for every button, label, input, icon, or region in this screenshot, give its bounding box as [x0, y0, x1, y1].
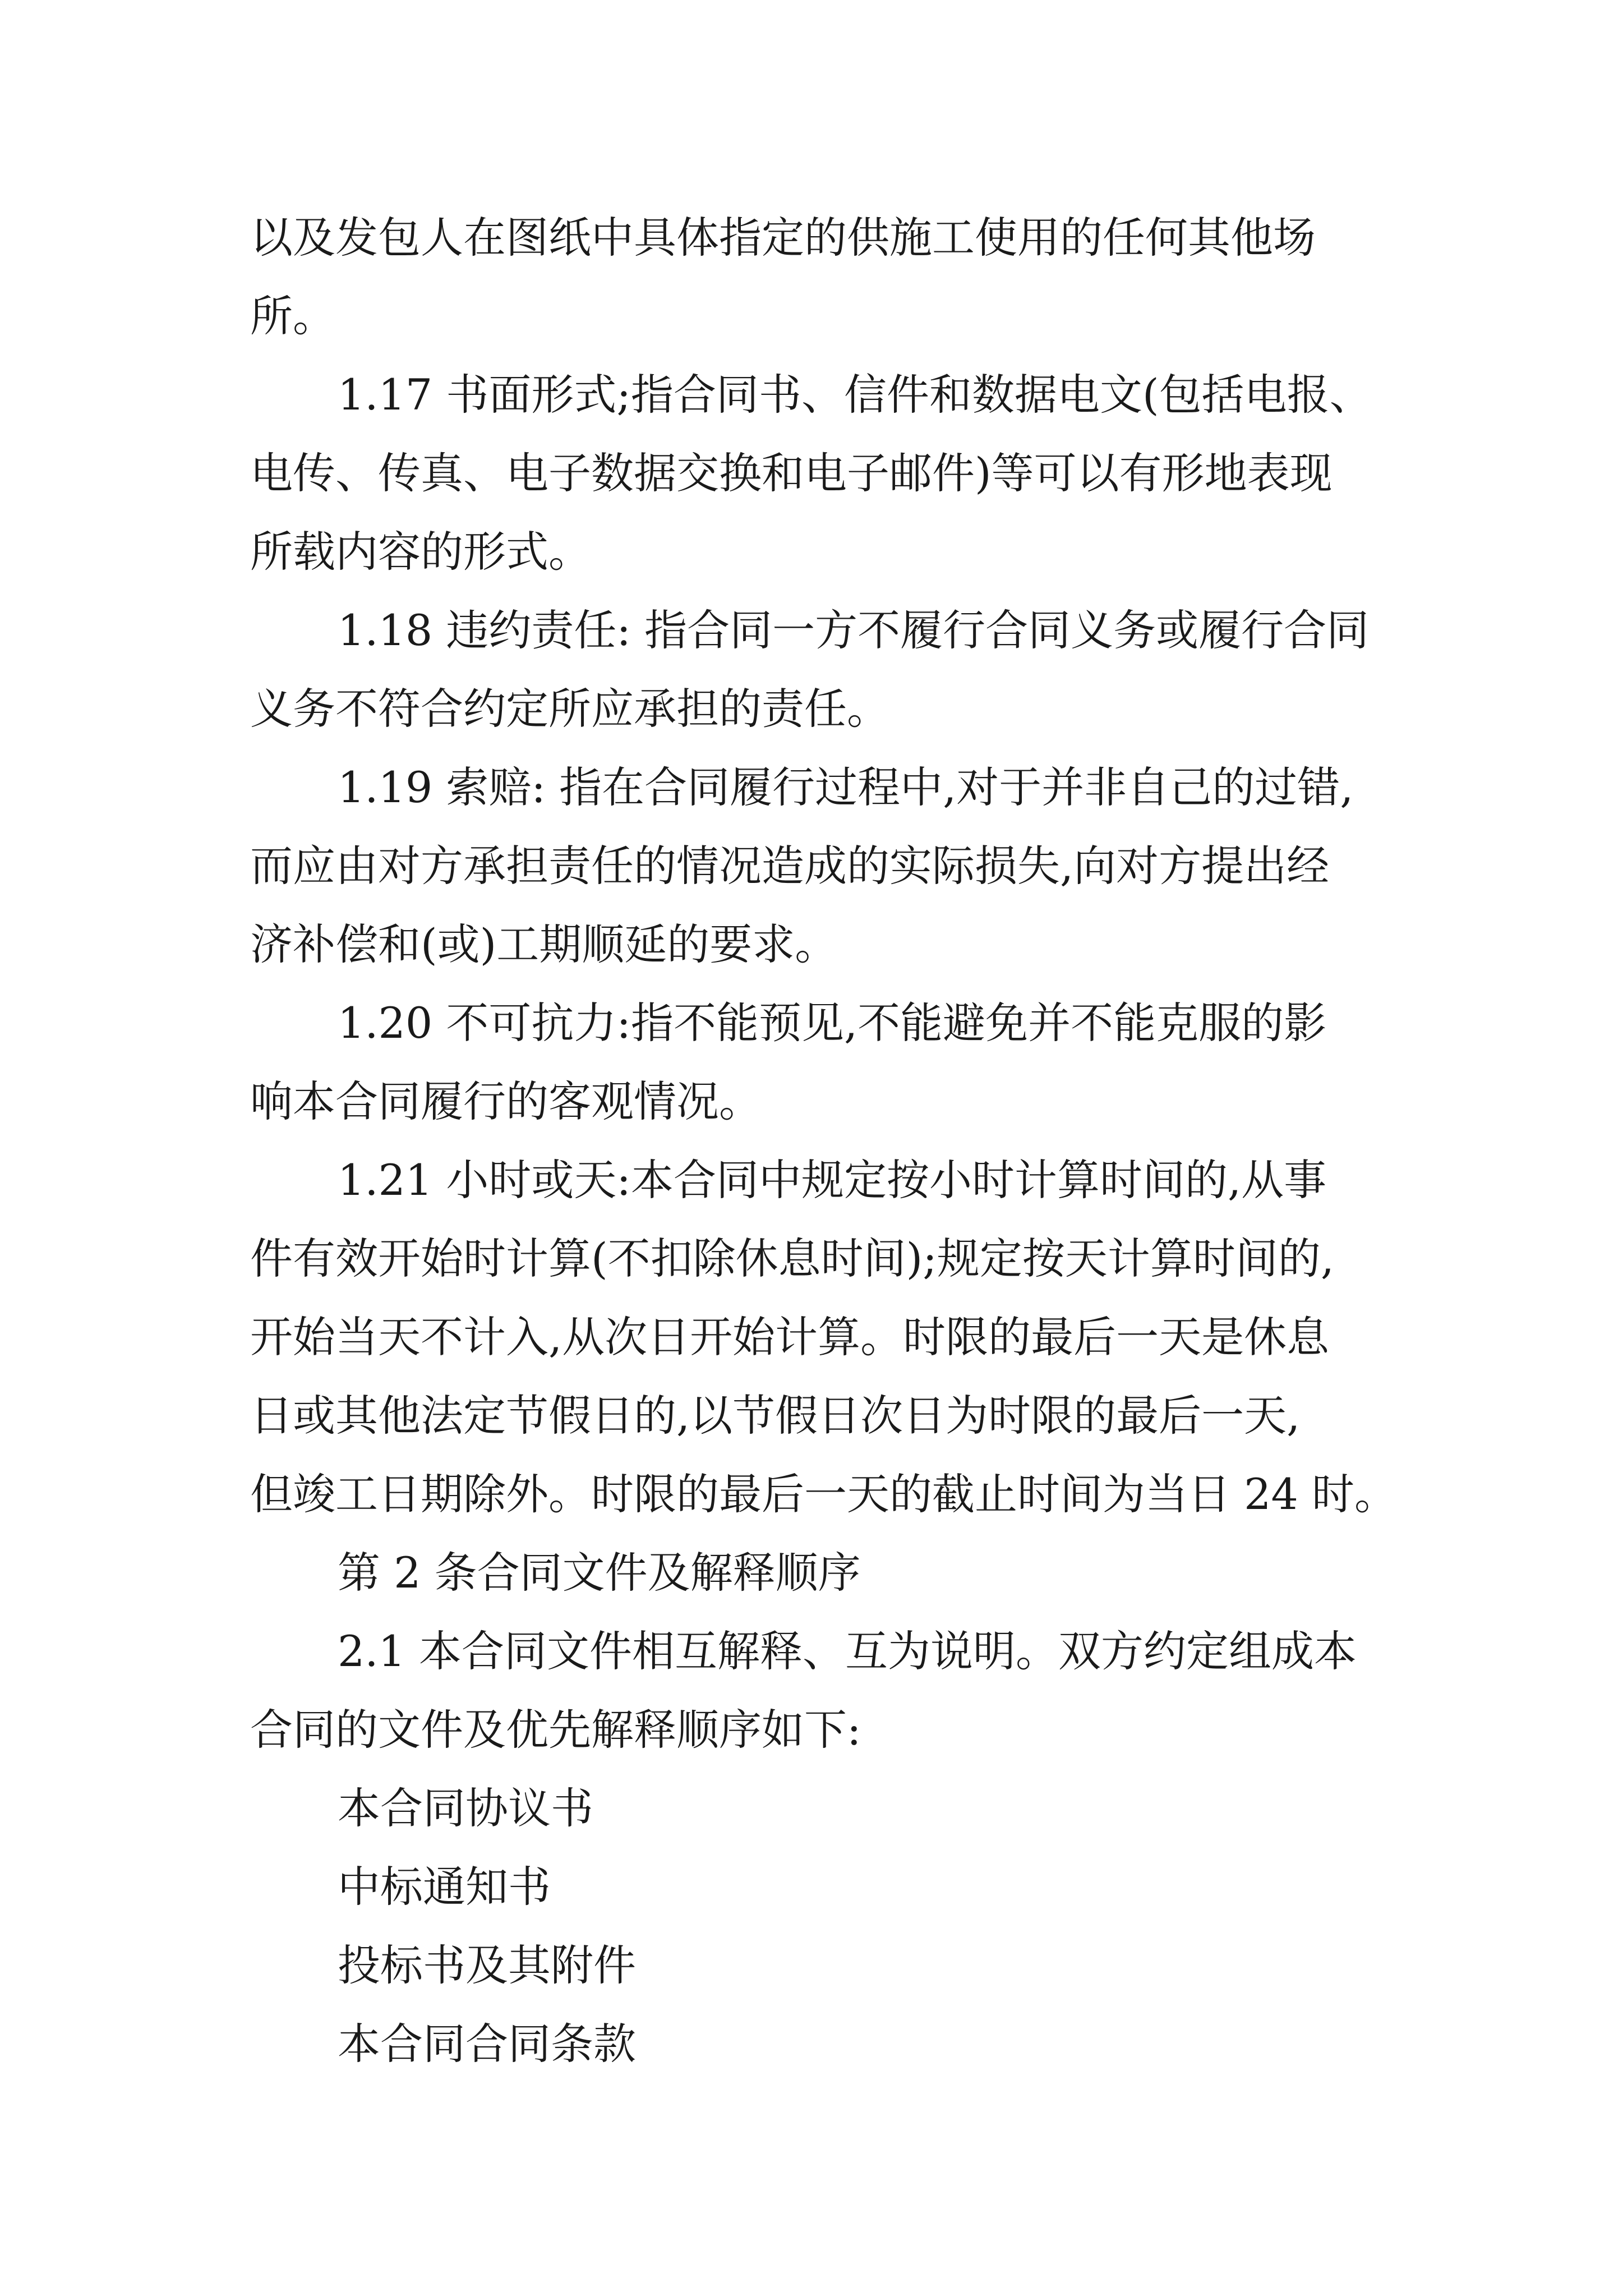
text-line: 件有效开始时计算(不扣除休息时间);规定按天计算时间的, [250, 1234, 1335, 1283]
text-line: 本合同合同条款 [338, 2019, 636, 2069]
text-line: 1.18 违约责任: 指合同一方不履行合同义务或履行合同 [338, 605, 1370, 655]
text-line: 以及发包人在图纸中具体指定的供施工使用的任何其他场 [250, 213, 1316, 263]
text-line: 响本合同履行的客观情况。 [250, 1076, 762, 1126]
text-line: 第 2 条合同文件及解释顺序 [338, 1548, 861, 1598]
text-line: 日或其他法定节假日的,以节假日次日为时限的最后一天, [250, 1391, 1301, 1441]
text-line: 中标通知书 [338, 1862, 551, 1912]
text-line: 所。 [250, 291, 335, 341]
text-line: 但竣工日期除外。时限的最后一天的截止时间为当日 24 时。 [250, 1469, 1398, 1519]
text-line: 投标书及其附件 [338, 1940, 636, 1990]
text-line: 本合同协议书 [338, 1783, 593, 1833]
text-line: 而应由对方承担责任的情况造成的实际损失,向对方提出经 [250, 841, 1330, 891]
text-line: 电传、传真、电子数据交换和电子邮件)等可以有形地表现 [250, 448, 1332, 498]
text-line: 所载内容的形式。 [250, 527, 591, 577]
text-line: 义务不符合约定所应承担的责任。 [250, 684, 889, 734]
text-line: 1.17 书面形式;指合同书、信件和数据电文(包括电报、 [338, 370, 1372, 420]
text-line: 1.21 小时或天:本合同中规定按小时计算时间的,从事 [338, 1155, 1327, 1205]
text-line: 2.1 本合同文件相互解释、互为说明。双方约定组成本 [338, 1626, 1357, 1676]
text-line: 济补偿和(或)工期顺延的要求。 [250, 919, 838, 969]
text-line: 1.19 索赔: 指在合同履行过程中,对于并非自己的过错, [338, 762, 1354, 812]
text-line: 开始当天不计入,从次日开始计算。时限的最后一天是休息 [250, 1312, 1330, 1362]
text-line: 合同的文件及优先解释顺序如下: [250, 1705, 861, 1755]
text-line: 1.20 不可抗力:指不能预见,不能避免并不能克服的影 [338, 998, 1327, 1048]
